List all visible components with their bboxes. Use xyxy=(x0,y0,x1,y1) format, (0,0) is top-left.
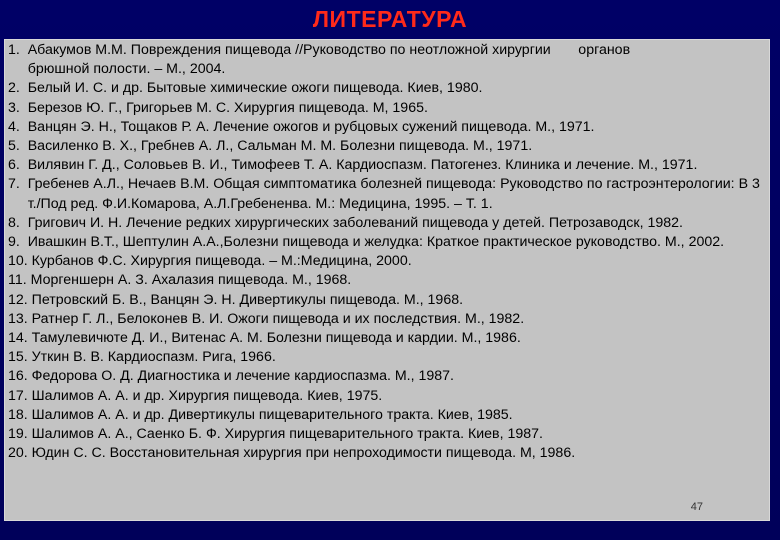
reference-number: 17. xyxy=(8,387,32,404)
reference-text: Федорова О. Д. Диагностика и лечение кардиоспазма. М., 1987. xyxy=(31,368,454,385)
reference-text: Григович И. Н. Лечение редких хирургических заболеваний пищевода у детей. Петрозаводск, 1982. xyxy=(27,214,683,231)
reference-text: Уткин В. В. Кардиоспазм. Рига, 1966. xyxy=(31,349,276,366)
reference-text: Василенко В. Х., Гребнев А. Л., Сальман М. М. Болезни пищевода. М., 1971. xyxy=(27,138,533,155)
reference-text: Петровский Б. В., Ванцян Э. Н. Дивертикулы пищевода. М., 1968. xyxy=(31,291,464,308)
reference-number: 2. xyxy=(8,80,28,97)
reference-item xyxy=(8,99,763,118)
reference-number: 1. xyxy=(8,42,28,58)
reference-item xyxy=(8,329,763,348)
reference-text: Березов Ю. Г., Григорьев М. С. Хирургия пищевода. М, 1965. xyxy=(27,99,428,116)
reference-number: 10. xyxy=(8,253,32,270)
reference-number: 9. xyxy=(8,234,28,251)
reference-number: 12. xyxy=(8,291,32,308)
slide-title: ЛИТЕРАТУРА xyxy=(312,6,468,32)
reference-number: 3. xyxy=(8,99,28,116)
reference-item xyxy=(8,233,763,252)
reference-item xyxy=(8,271,763,290)
reference-item xyxy=(8,406,763,425)
reference-text: Тамулевичюте Д. И., Витенас А. М. Болезни пищевода и кардии. М., 1986. xyxy=(31,330,521,347)
reference-text-line: Абакумов М.М. Повреждения пищевода //Руководство по неотложной хирургии органов xyxy=(27,42,631,58)
reference-number: 18. xyxy=(8,406,32,423)
reference-text: Белый И. С. и др. Бытовые химические ожоги пищевода. Киев, 1980. xyxy=(27,80,483,97)
reference-item xyxy=(8,175,763,213)
reference-text: Шалимов А. А., Саенко Б. Ф. Хирургия пищеварительного тракта. Киев, 1987. xyxy=(31,426,543,443)
reference-text: Шалимов А. А. и др. Дивертикулы пищеварительного тракта. Киев, 1985. xyxy=(31,406,513,423)
reference-item xyxy=(8,348,763,367)
references-list xyxy=(8,41,763,463)
reference-item xyxy=(8,252,763,271)
reference-number: 11. xyxy=(8,272,31,289)
reference-text-line: брюшной полости. – М., 2004. xyxy=(27,61,226,78)
reference-number: 7. xyxy=(8,176,28,193)
reference-text: Ратнер Г. Л., Белоконев В. И. Ожоги пищевода и их последствия. М., 1982. xyxy=(31,310,525,327)
reference-number: 19. xyxy=(8,426,32,443)
reference-text: Ивашкин В.Т., Шептулин А.А.,Болезни пищевода и желудка: Краткое практическое руководство. М., 2002. xyxy=(27,234,725,251)
reference-item xyxy=(8,444,763,463)
reference-number: 14. xyxy=(8,330,32,347)
reference-text: Юдин С. С. Восстановительная хирургия при непроходимости пищевода. М, 1986. xyxy=(31,445,576,462)
reference-item xyxy=(8,310,763,329)
reference-text: Гребенев А.Л., Нечаев В.М. Общая симптоматика болезней пищевода: Руководство по гастроэнтерологии: В 3 т./Под ред. Ф.И.Комарова, А.Л.Гребененва. М.: Медицина, 1995. – Т. 1. xyxy=(27,176,760,212)
reference-number: 6. xyxy=(8,157,28,174)
reference-text: Шалимов А. А. и др. Хирургия пищевода. Киев, 1975. xyxy=(31,387,383,404)
reference-text xyxy=(28,41,763,79)
reference-item xyxy=(8,118,763,137)
reference-item xyxy=(8,291,763,310)
reference-item xyxy=(8,137,763,156)
reference-text: Вилявин Г. Д., Соловьев В. И., Тимофеев Т. А. Кардиоспазм. Патогенез. Клиника и лечение. М., 1971. xyxy=(27,157,698,174)
reference-item xyxy=(8,79,763,98)
reference-number: 5. xyxy=(8,138,28,155)
reference-number: 8. xyxy=(8,214,28,231)
reference-text: Ванцян Э. Н., Тощаков Р. А. Лечение ожогов и рубцовых сужений пищевода. М., 1971. xyxy=(27,118,595,135)
reference-item xyxy=(8,387,763,406)
reference-number: 13. xyxy=(8,310,32,327)
reference-number: 16. xyxy=(8,368,32,385)
reference-text: Курбанов Ф.С. Хирургия пищевода. – М.:Медицина, 2000. xyxy=(31,253,412,270)
reference-number: 20. xyxy=(8,445,32,462)
reference-text: Моргеншерн А. З. Ахалазия пищевода. М., 1968. xyxy=(30,272,352,289)
reference-item xyxy=(8,425,763,444)
reference-item xyxy=(8,367,763,386)
reference-number: 4. xyxy=(8,118,28,135)
reference-item xyxy=(8,214,763,233)
reference-item xyxy=(8,156,763,175)
reference-item xyxy=(8,41,763,79)
page-number: 47 xyxy=(690,501,703,513)
references-panel xyxy=(4,39,770,521)
reference-number: 15. xyxy=(8,349,32,366)
